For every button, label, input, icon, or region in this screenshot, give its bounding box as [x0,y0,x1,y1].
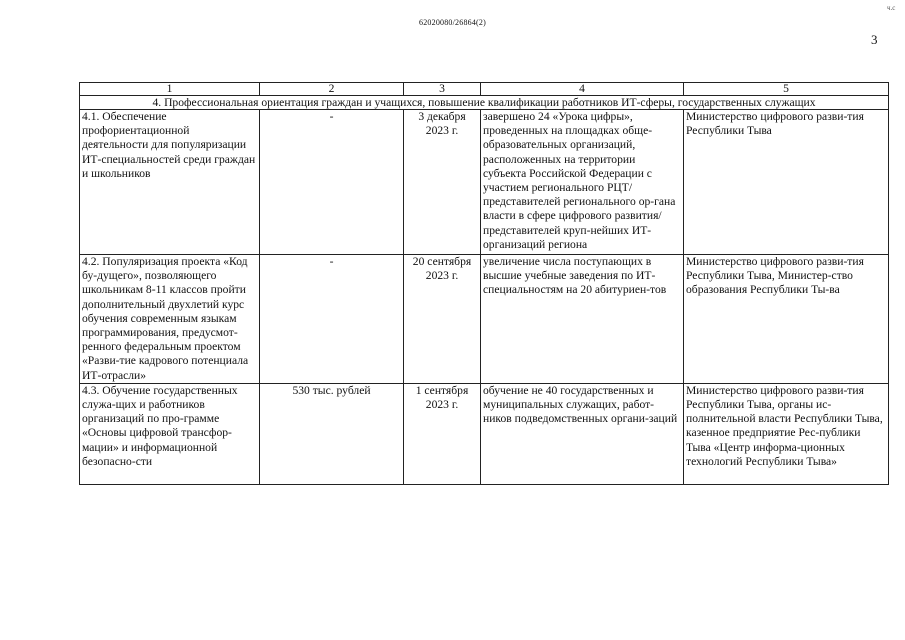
measure-cell: 4.2. Популяризация проекта «Код бу-дущего», позволяющего школьникам 8-11 классов пройти дополнительный двухлетий курс обучения современным языкам программирования, предусмот-ренного федеральным проектом «Разви-тие кадрового потенциала ИТ-отрасли» [80,255,260,384]
responsible-cell: Министерство цифрового разви-тия Республики Тыва [684,110,889,255]
deadline-cell: 1 сентября 2023 г. [404,383,481,484]
column-number-1: 1 [80,83,260,96]
section-title: 4. Профессиональная ориентация граждан и учащихся, повышение квалификации работников ИТ-сферы, государственных служащих [80,96,889,110]
column-number-4: 4 [481,83,684,96]
deadline-cell: 3 декабря 2023 г. [404,110,481,255]
result-cell: завершено 24 «Урока цифры», проведенных на площадках обще-образовательных организаций, расположенных на территории субъекта Российской Федерации с участием регионального РЦТ/ представителей регионального ор-гана власти в сфере цифрового развития/ представителей круп-нейших ИТ-организаций региона [481,110,684,255]
measure-cell: 4.1. Обеспечение профориентационной деятельности для популяризации ИТ-специальностей среди граждан и школьников [80,110,260,255]
corner-mark: ч.с [887,4,896,12]
deadline-cell: 20 сентября 2023 г. [404,255,481,384]
page-number: 3 [871,32,878,47]
table-row [80,383,889,484]
activities-table [79,82,889,485]
table-row [80,255,889,384]
funding-cell: 530 тыс. рублей [260,383,404,484]
column-number-2: 2 [260,83,404,96]
funding-cell: - [260,255,404,384]
result-cell: увеличение числа поступающих в высшие учебные заведения по ИТ-специальностям на 20 абитуриен-тов [481,255,684,384]
column-number-row [80,83,889,96]
document-id: 62020080/26864(2) [419,18,486,27]
column-number-3: 3 [404,83,481,96]
measure-cell: 4.3. Обучение государственных служа-щих и работников организаций по про-грамме «Основы цифровой трансфор-мации» и информационной безопасно-сти [80,383,260,484]
result-cell: обучение не 40 государственных и муниципальных служащих, работ-ников подведомственных органи-заций [481,383,684,484]
responsible-cell: Министерство цифрового разви-тия Республики Тыва, органы ис-полнительной власти Республики Тыва, казенное предприятие Рес-публики Тыва «Центр информа-ционных технологий Республики Тыва» [684,383,889,484]
column-number-5: 5 [684,83,889,96]
funding-cell: - [260,110,404,255]
section-row [80,96,889,110]
responsible-cell: Министерство цифрового разви-тия Республики Тыва, Министер-ство образования Республики Ты-ва [684,255,889,384]
table-row [80,110,889,255]
